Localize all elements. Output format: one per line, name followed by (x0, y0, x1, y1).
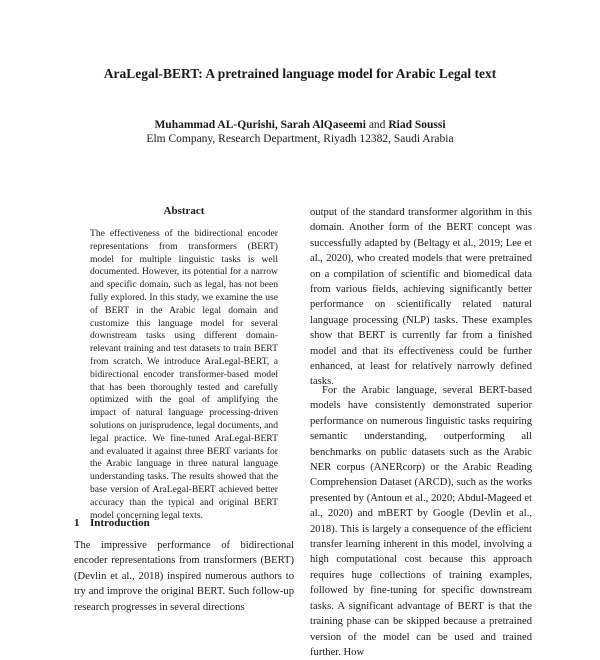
author-names-main: Muhammad AL-Qurishi, Sarah AlQaseemi (154, 119, 366, 131)
author-and: and (368, 119, 386, 131)
abstract-text: The effectiveness of the bidirectional encoder representations from transformers (BERT) model for multiple linguistic tasks is well documented. However, its potential for a narrow and specific domain, such as legal, has not been fully explored. In this study, we examine the use of BERT in the Arabic legal domain and customize this language model for several downstream tasks using different domain-relevant training and test datasets to train BERT from scratch. We introduce AraLegal-BERT, a bidirectional encoder transformer-based model that has been thoroughly tested and carefully optimized with the goal of amplifying the impact of natural language processing-driven solutions on jurisprudence, legal documents, and legal practice. We fine-tuned AraLegal-BERT and evaluated it against three BERT variants for the Arabic language in three natural language understanding tasks. The results showed that the base version of AraLegal-BERT achieved better accuracy than the typical and original BERT model concerning legal texts. (90, 228, 278, 521)
abstract-heading: Abstract (163, 205, 205, 217)
section-number: 1 (74, 517, 80, 529)
section-heading-introduction (74, 517, 294, 530)
right-column-paragraph-1: output of the standard transformer algorithm in this domain. Another form of the BERT concept was successfully adapted by (Beltagy et al., 2019; Lee et al., 2020), who created models that were pretrained on a compilation of scientific and biomedical data from various fields, achieving significantly better performance on scientifically related natural language processing (NLP) tasks. These examples show that BERT is currently far from a finished model and that its effectiveness could be further enhanced, at least for relatively narrowly defined tasks. (310, 207, 532, 388)
affiliation: Elm Company, Research Department, Riyadh 12382, Saudi Arabia (146, 133, 454, 145)
introduction-text: The impressive performance of bidirectional encoder representations from transformers (BERT) (Devlin et al., 2018) inspired numerous authors to try and improve the original BERT. Such follow-up research progresses in several directions (74, 540, 294, 613)
section-title: Introduction (90, 517, 150, 529)
author-block (0, 118, 600, 146)
author-names-last: Riad Soussi (388, 119, 446, 131)
right-column-paragraph-2: For the Arabic language, several BERT-based models have consistently demonstrated superior performance on numerous linguistic tasks requiring semantic understanding, outperforming all benchmarks on public datasets such as the Arabic NER corpus (ANERcorp) or the Arabic Reading Comprehension Dataset (ARCD), such as the works presented by (Antoun et al., 2020; Abdul-Mageed et al., 2020) and mBERT by Google (Devlin et al., 2018). This is largely a consequence of the efficient transfer learning inherent in this model, involving a high computational cost because this approach requires huge collections of training examples, followed by fine-tuning for specific downstream tasks. A significant advantage of BERT is that the training phase can be skipped because a pretrained version of the model can be used and trained further. How (310, 385, 532, 658)
paper-title: AraLegal-BERT: A pretrained language model for Arabic Legal text (103, 66, 497, 81)
author-names (154, 119, 445, 131)
